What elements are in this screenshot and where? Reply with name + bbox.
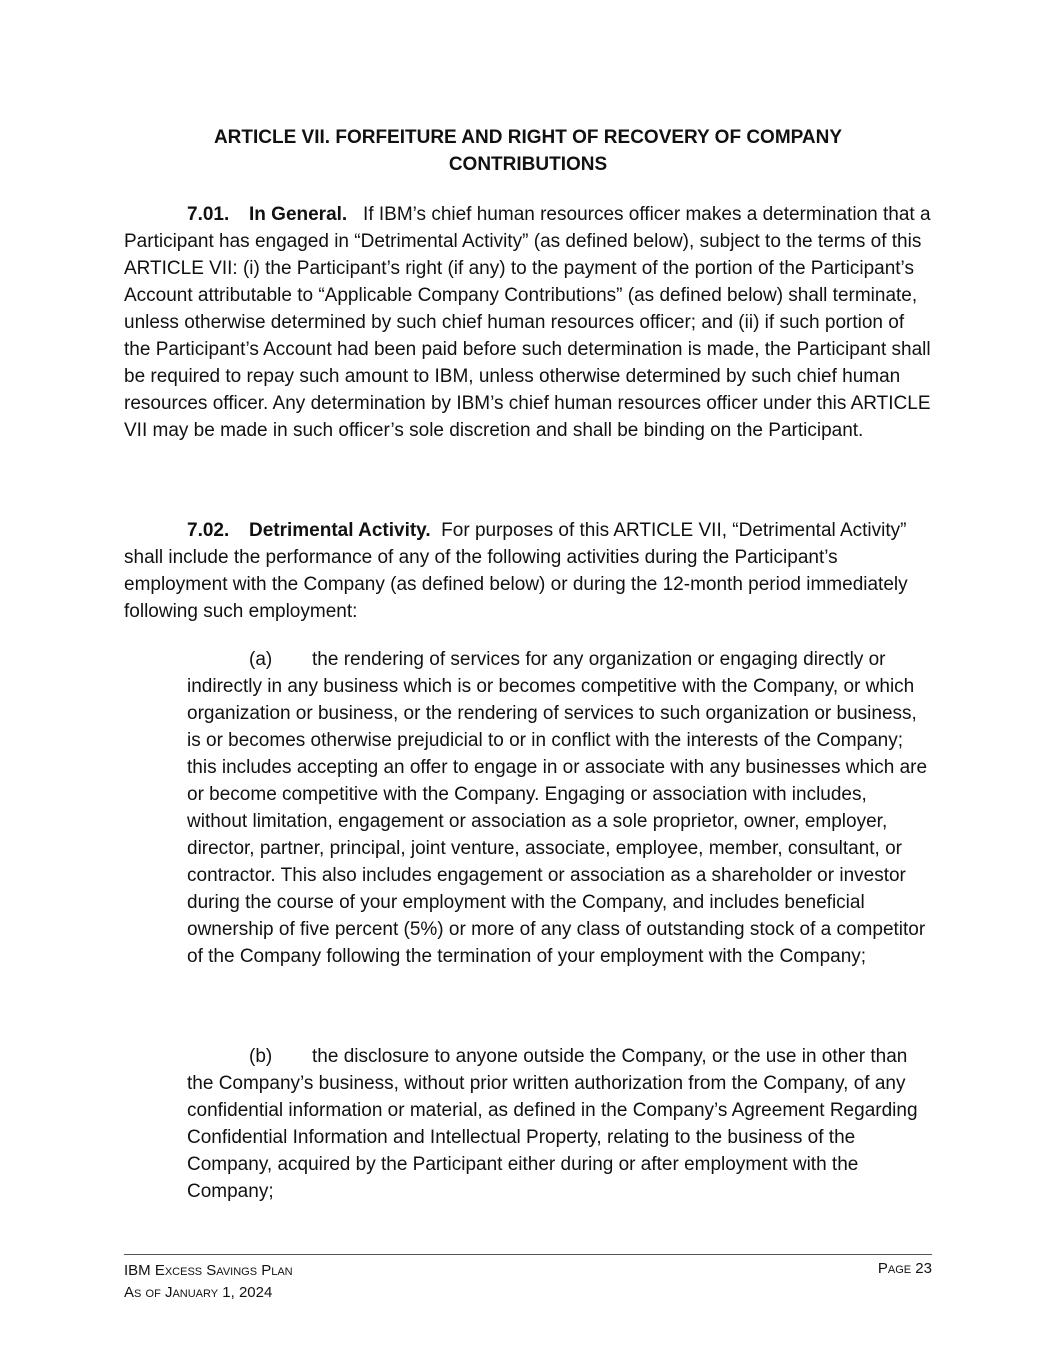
article-title-line-1: ARTICLE VII. FORFEITURE AND RIGHT OF RECOVERY OF COMPANY	[213, 127, 843, 148]
footer-left	[124, 1260, 293, 1304]
section-text: If IBM’s chief human resources officer makes a determination that a Participant has engaged in “Detrimental Activity” (as defined below), subject to the terms of this ARTICLE VII: (i) the Participant’s right (if any) to the payment of the portion of the Participant’s Account attributable to “Applicable Company Contributions” (as defined below) shall terminate, unless otherwise determined by such chief human resources officer; and (ii) if such portion of the Participant’s Account had been paid before such determination is made, the Participant shall be required to repay such amount to IBM, unless otherwise determined by such chief human resources officer. Any determination by IBM’s chief human resources officer under this ARTICLE VII may be made in such officer’s sole discretion and shall be binding on the Participant.	[124, 204, 931, 441]
article-title-line-2: CONTRIBUTIONS	[448, 154, 608, 175]
section-text: For purposes of this ARTICLE VII, “Detrimental Activity” shall include the performance of any of the following activities during the Participant’s employment with the Company (as defined below) or during the 12-month period immediately following such employment:	[124, 520, 908, 622]
section-7-02	[124, 517, 932, 625]
subsection-text: the disclosure to anyone outside the Company, or the use in other than the Company’s business, without prior written authorization from the Company, of any confidential information or material, as defined in the Company’s Agreement Regarding Confidential Information and Intellectual Property, relating to the business of the Company, acquired by the Participant either during or after employment with the Company;	[187, 1046, 918, 1202]
section-7-01	[124, 201, 932, 444]
footer-divider	[124, 1254, 932, 1255]
footer-page-number: Page 23	[877, 1260, 932, 1277]
section-number: 7.02.	[187, 520, 230, 541]
footer-plan-name: IBM Excess Savings Plan	[124, 1262, 293, 1279]
subsection-a	[187, 646, 932, 970]
footer-as-of: As of January 1, 2024	[124, 1284, 273, 1301]
subsection-label: (a)	[249, 649, 273, 670]
article-title	[124, 124, 932, 178]
subsection-b	[187, 1043, 932, 1205]
section-heading: Detrimental Activity.	[249, 520, 431, 541]
subsection-text: the rendering of services for any organization or engaging directly or indirectly in any business which is or becomes competitive with the Company, or which organization or business, or the rendering of services to such organization or business, is or becomes otherwise prejudicial to or in conflict with the interests of the Company; this includes accepting an offer to engage in or associate with any businesses which are or become competitive with the Company. Engaging or association with includes, without limitation, engagement or association as a sole proprietor, owner, employer, director, partner, principal, joint venture, associate, employee, member, consultant, or contractor. This also includes engagement or association as a shareholder or investor during the course of your employment with the Company, and includes beneficial ownership of five percent (5%) or more of any class of outstanding stock of a competitor of the Company following the termination of your employment with the Company;	[187, 649, 928, 967]
section-number: 7.01.	[187, 204, 230, 225]
subsection-label: (b)	[249, 1046, 273, 1067]
section-heading: In General.	[249, 204, 348, 225]
